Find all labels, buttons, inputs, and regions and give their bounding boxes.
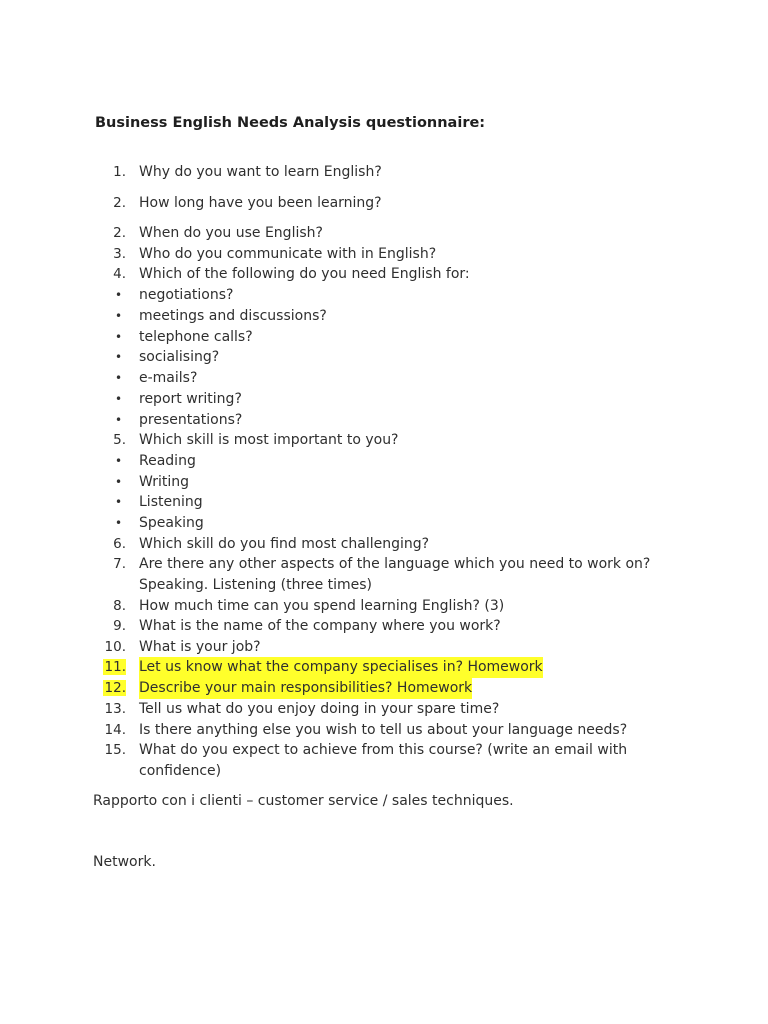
list-item-continuation: confidence) <box>139 763 222 779</box>
list-item-text: Which skill do you find most challenging? <box>139 536 430 552</box>
list-number: 5. <box>113 432 126 448</box>
list-item-text: meetings and discussions? <box>139 308 327 324</box>
list-item-continuation: Speaking. Listening (three times) <box>139 577 373 593</box>
paragraph-network: Network. <box>93 854 156 870</box>
list-item-text: How much time can you spend learning English? (3) <box>139 598 505 614</box>
list-item-text: How long have you been learning? <box>139 195 382 211</box>
list-number: 2. <box>113 225 126 241</box>
page-title: Business English Needs Analysis questionnaire: <box>95 115 486 131</box>
list-number: 14. <box>104 722 126 738</box>
list-number: 13. <box>104 701 126 717</box>
list-number-highlight: 12. <box>104 680 126 696</box>
list-item-text: presentations? <box>139 412 243 428</box>
list-item-text: Writing <box>139 474 189 490</box>
bullet-marker: • <box>115 330 123 344</box>
list-number: 10. <box>104 639 126 655</box>
list-item-text: Which of the following do you need English for: <box>139 266 470 282</box>
list-item-text: e-mails? <box>139 370 198 386</box>
list-number: 9. <box>113 618 126 634</box>
bullet-marker: • <box>115 392 123 406</box>
list-number: 15. <box>104 742 126 758</box>
list-item-text: socialising? <box>139 349 220 365</box>
list-number: 1. <box>113 164 126 180</box>
list-item-text: report writing? <box>139 391 242 407</box>
list-number: 6. <box>113 536 126 552</box>
bullet-marker: • <box>115 516 123 530</box>
bullet-marker: • <box>115 288 123 302</box>
list-item-text: Tell us what do you enjoy doing in your spare time? <box>139 701 500 717</box>
bullet-marker: • <box>115 495 123 509</box>
list-number: 8. <box>113 598 126 614</box>
list-item-text: Are there any other aspects of the language which you need to work on? <box>139 556 651 572</box>
list-item-text: Who do you communicate with in English? <box>139 246 437 262</box>
list-item-text: What is your job? <box>139 639 261 655</box>
paragraph-client-relations: Rapporto con i clienti – customer service / sales techniques. <box>93 793 514 809</box>
list-number <box>0 678 126 699</box>
list-number <box>0 657 126 678</box>
list-item-text: Which skill is most important to you? <box>139 432 399 448</box>
bullet-marker: • <box>115 413 123 427</box>
bullet-marker: • <box>115 475 123 489</box>
list-item-text: negotiations? <box>139 287 234 303</box>
list-item-text: When do you use English? <box>139 225 323 241</box>
bullet-marker: • <box>115 309 123 323</box>
list-item-text: Is there anything else you wish to tell us about your language needs? <box>139 722 628 738</box>
bullet-marker: • <box>115 350 123 364</box>
list-item-text: Let us know what the company specialises in? Homework <box>139 657 543 678</box>
bullet-marker: • <box>115 371 123 385</box>
list-item-text: Listening <box>139 494 203 510</box>
list-number: 7. <box>113 556 126 572</box>
list-number: 4. <box>113 266 126 282</box>
list-item-text: telephone calls? <box>139 329 253 345</box>
list-item-text: Reading <box>139 453 196 469</box>
list-number: 3. <box>113 246 126 262</box>
list-item-text: Describe your main responsibilities? Homework <box>139 678 472 699</box>
bullet-marker: • <box>115 454 123 468</box>
list-item-text: What is the name of the company where you work? <box>139 618 501 634</box>
list-item-text: Speaking <box>139 515 204 531</box>
list-item-text: Why do you want to learn English? <box>139 164 382 180</box>
list-number-highlight: 11. <box>104 659 126 675</box>
list-number: 2. <box>113 195 126 211</box>
list-item-text: What do you expect to achieve from this course? (write an email with <box>139 742 628 758</box>
